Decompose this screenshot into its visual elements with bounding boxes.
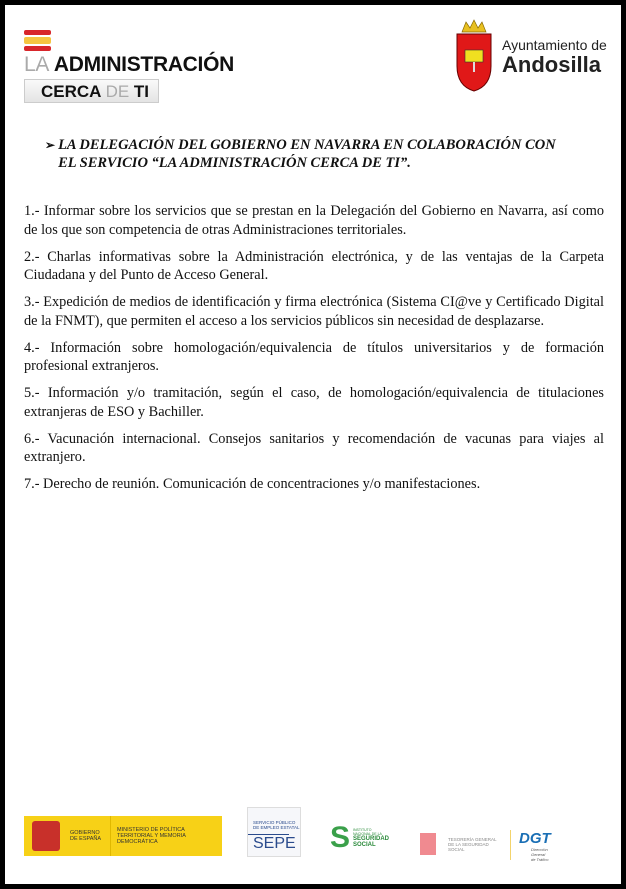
administracion-cerca-de-ti-logo bbox=[24, 30, 234, 103]
logo-text: SERVICIO PÚBLICO DE EMPLEO ESTATAL bbox=[253, 820, 300, 830]
list-item: 7.- Derecho de reunión. Comunicación de concentraciones y/o manifestaciones. bbox=[24, 476, 481, 492]
document-page bbox=[5, 5, 621, 884]
gobierno-espana-logo bbox=[24, 816, 222, 856]
list-item: 1.- Informar sobre los servicios que se prestan en la Delegación del Gobierno en Navarra, así como de los que son competencia de otras Administraciones territoriales. bbox=[24, 203, 604, 238]
logo-text: ADMINISTRACIÓN bbox=[53, 53, 234, 76]
list-item: 6.- Vacunación internacional. Consejos sanitarios y recomendación de vacunas para viajes al extranjero. bbox=[24, 430, 604, 465]
seguridad-social-logo bbox=[330, 821, 389, 855]
coat-of-arms-icon bbox=[32, 821, 60, 851]
logo-text: TI bbox=[133, 82, 150, 101]
arrow-bullet-icon: ➢ bbox=[45, 138, 56, 152]
andosilla-label: Andosilla bbox=[502, 52, 602, 77]
logo-text: INSTITUTO NACIONAL DE LA bbox=[353, 828, 382, 836]
list-item: 2.- Charlas informativas sobre la Administración electrónica, y de las ventajas de la Carpeta Ciudadana y del Punto de Acceso General. bbox=[24, 248, 604, 283]
logo-text: SEGURIDAD SOCIAL bbox=[353, 836, 390, 848]
logo-text: CERCA bbox=[41, 82, 101, 101]
logo-text: LA bbox=[24, 53, 50, 76]
list-item: 4.- Información sobre homologación/equivalencia de títulos universitarios y de formación profesional extranjeros. bbox=[24, 339, 604, 374]
list-item: 3.- Expedición de medios de identificación y firma electrónica (Sistema CI@ve y Certificado Digital de la FNMT), que permiten el acceso a los servicios públicos sin necesidad de desplazarse. bbox=[24, 294, 604, 329]
section-heading bbox=[45, 136, 565, 172]
logo-text: SEPE bbox=[248, 834, 289, 853]
tesoreria-logo bbox=[420, 833, 503, 855]
logo-text: DE bbox=[105, 82, 130, 101]
tgss-symbol-icon bbox=[420, 833, 436, 855]
coat-of-arms-icon bbox=[454, 18, 494, 93]
dgt-logo bbox=[510, 830, 551, 860]
logo-text: Dirección General de Tráfico bbox=[531, 847, 549, 862]
heading-text: LA DELEGACIÓN DEL GOBIERNO EN NAVARRA EN COLABORACIÓN CON EL SERVICIO “LA ADMINISTRACIÓN CERCA DE TI”. bbox=[58, 137, 556, 171]
logo-text: TESORERÍA GENERAL DE LA SEGURIDAD SOCIAL bbox=[448, 836, 497, 852]
logo-text: GOBIERNO DE ESPAÑA bbox=[70, 830, 102, 842]
list-item: 5.- Información y/o tramitación, según el caso, de homologación/equivalencia de titulaciones extranjeras de ESO y Bachiller. bbox=[24, 385, 604, 420]
sepe-logo bbox=[247, 807, 301, 857]
ayuntamiento-andosilla-logo bbox=[454, 18, 607, 93]
logo-text: DGT bbox=[519, 830, 551, 847]
ayuntamiento-label: Ayuntamiento de bbox=[502, 37, 607, 53]
spain-flag-icon bbox=[24, 30, 51, 51]
inss-symbol-icon: S bbox=[330, 821, 351, 854]
services-list bbox=[24, 202, 604, 502]
logo-text: MINISTERIO DE POLÍTICA TERRITORIAL Y MEMORIA DEMOCRÁTICA bbox=[117, 827, 186, 845]
